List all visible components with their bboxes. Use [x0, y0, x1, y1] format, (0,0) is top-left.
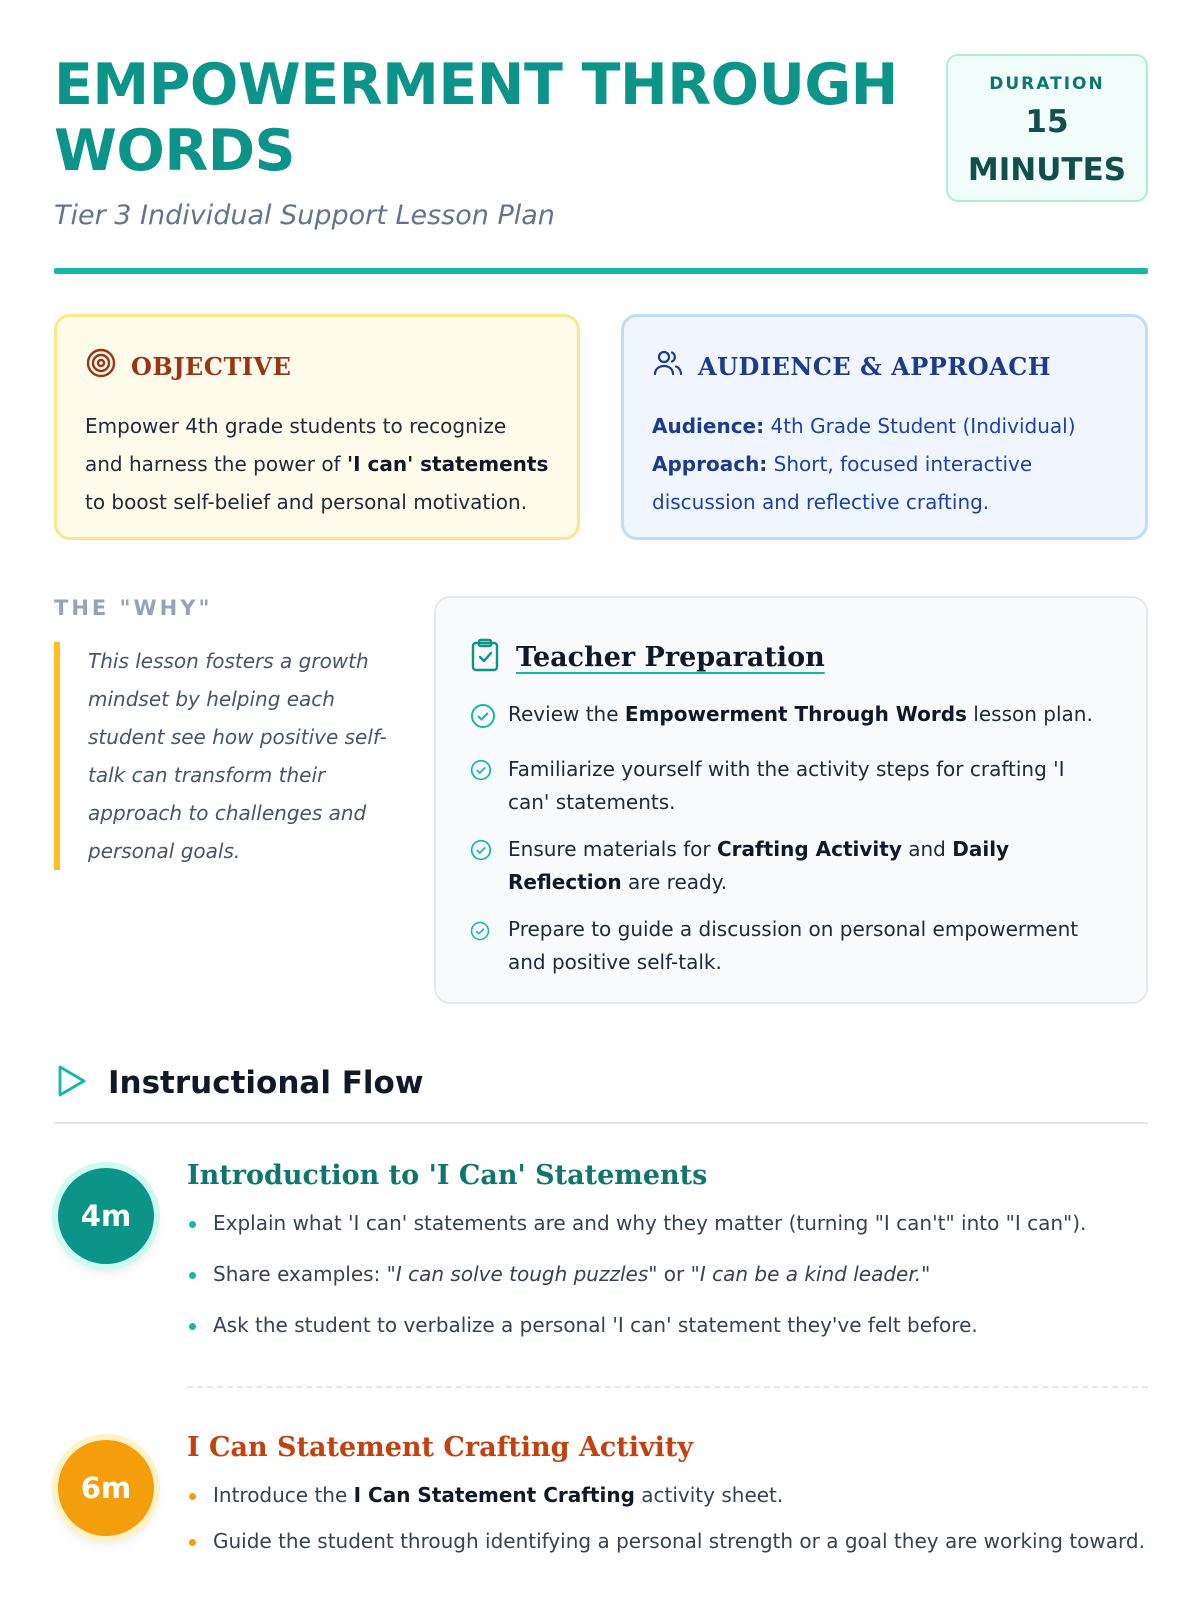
why-section — [54, 596, 394, 870]
prep-item: Familiarize yourself with the activity steps for crafting 'I can' statements. — [470, 753, 1112, 819]
duration-label: DURATION — [989, 74, 1105, 94]
step-bullets — [187, 1207, 1148, 1341]
target-icon — [85, 347, 117, 385]
page-subtitle: Tier 3 Individual Support Lesson Plan — [54, 200, 555, 231]
objective-text: Empower 4th grade students to recognize and harness the power of 'I can' statements to boost self-belief and personal motivation. — [85, 414, 549, 514]
page-title: EMPOWERMENT THROUGH WORDS — [54, 52, 898, 184]
why-quote: This lesson fosters a growth mindset by helping each student see how positive self-talk can transform their approach to challenges and personal goals. — [54, 642, 394, 870]
instructional-flow-heading — [54, 1058, 1148, 1124]
audience-text: Audience: 4th Grade Student (Individual) Approach: Short, focused interactive discussion and reflective crafting. — [652, 414, 1076, 514]
duration-box — [946, 54, 1148, 202]
users-icon — [652, 347, 684, 385]
lesson-header — [54, 52, 1148, 274]
step-duration-badge: 4m — [58, 1168, 154, 1264]
step-bullet: Ask the student to verbalize a personal 'I can' statement they've felt before. — [187, 1309, 1148, 1341]
prep-item: Prepare to guide a discussion on personal empowerment and positive self-talk. — [470, 913, 1112, 979]
step-divider — [187, 1386, 1148, 1388]
step-bullet: Introduce the I Can Statement Crafting activity sheet. — [187, 1479, 1148, 1511]
audience-heading — [652, 347, 1117, 385]
objective-heading — [85, 347, 549, 385]
step-body — [187, 1160, 1148, 1360]
objective-highlight: 'I can' statements — [346, 452, 549, 476]
objective-heading-label: OBJECTIVE — [131, 351, 292, 381]
duration-value — [948, 98, 1146, 194]
step-title: Introduction to 'I Can' Statements — [187, 1160, 708, 1191]
prep-heading — [470, 638, 1112, 676]
prep-title: Teacher Preparation — [516, 641, 825, 673]
duration-unit: MINUTES — [967, 152, 1127, 188]
clipboard-check-icon — [470, 638, 500, 676]
step-body — [187, 1432, 1148, 1571]
prep-item: Ensure materials for Crafting Activity and Daily Reflection are ready. — [470, 833, 1112, 899]
header-divider — [54, 268, 1148, 274]
check-circle-icon — [470, 703, 496, 739]
objective-card — [54, 314, 580, 540]
teacher-preparation-card — [434, 596, 1148, 1004]
step-bullets — [187, 1479, 1148, 1557]
step-duration-badge: 6m — [58, 1440, 154, 1536]
check-circle-icon — [470, 758, 496, 819]
audience-heading-label: AUDIENCE & APPROACH — [698, 351, 1052, 381]
step-bullet: Explain what 'I can' statements are and why they matter (turning "I can't" into "I can"). — [187, 1207, 1148, 1239]
flow-title: Instructional Flow — [108, 1065, 424, 1101]
audience-card — [621, 314, 1148, 540]
step-title: I Can Statement Crafting Activity — [187, 1432, 694, 1463]
play-icon — [54, 1063, 88, 1103]
step-bullet: Share examples: "I can solve tough puzzles" or "I can be a kind leader." — [187, 1258, 1148, 1290]
why-label: THE "WHY" — [54, 596, 213, 620]
step-bullet: Guide the student through identifying a personal strength or a goal they are working toward. — [187, 1525, 1148, 1557]
check-circle-icon — [470, 918, 496, 979]
check-circle-icon — [470, 838, 496, 899]
prep-item: Review the Empowerment Through Words lesson plan. — [470, 698, 1112, 739]
prep-list — [470, 698, 1112, 979]
duration-number: 15 — [1025, 104, 1069, 140]
